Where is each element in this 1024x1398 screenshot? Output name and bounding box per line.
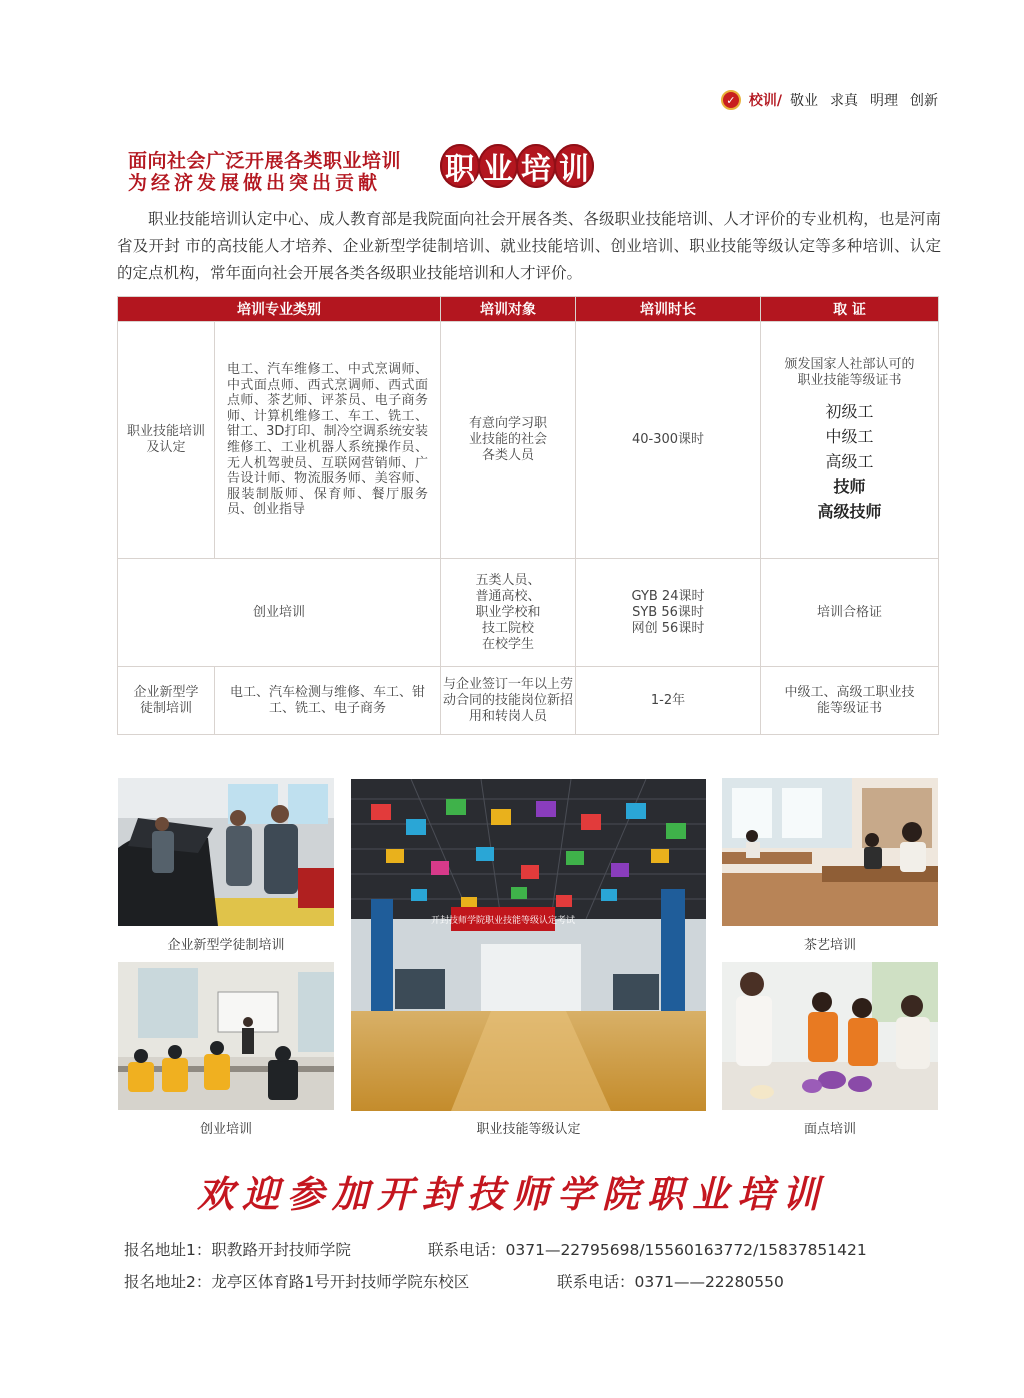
motto-label: 校训/	[748, 93, 782, 109]
row2-target	[441, 559, 576, 667]
title-char: 职	[440, 144, 480, 188]
caption-startup: 创业培训	[199, 1122, 252, 1137]
row1-cert	[761, 322, 939, 559]
caption-apprentice: 企业新型学徒制培训	[167, 938, 285, 953]
motto-word: 求真	[830, 93, 858, 109]
row2-target-line: 普通高校、	[475, 588, 541, 604]
row2-category: 创业培训	[118, 559, 441, 667]
caption-pastry: 面点培训	[803, 1122, 856, 1137]
photo-skill-assessment	[351, 779, 706, 1111]
motto-word: 明理	[870, 93, 898, 109]
banner-text: 开封技师学院职业技能等级认定考试	[430, 916, 576, 926]
row3-cert: 中级工、高级工职业技能等级证书	[761, 667, 939, 735]
photo-pastry-training	[722, 962, 938, 1110]
cert-level: 技师	[833, 476, 866, 496]
row3-duration: 1-2年	[576, 667, 761, 735]
table-header-row	[118, 297, 939, 322]
cert-level: 高级技师	[817, 501, 882, 521]
row2-duration-line: 网创 56课时	[631, 620, 705, 636]
training-table	[117, 296, 939, 735]
motto-word: 创新	[910, 93, 938, 109]
cert-level: 初级工	[825, 401, 874, 421]
row2-target-line: 五类人员、	[475, 572, 541, 588]
phone-1: 联系电话：0371—22795698/15560163772/15837851421	[428, 1241, 867, 1259]
welcome-slogan: 欢迎参加开封技师学院职业培训	[197, 1172, 827, 1216]
row1-jobs: 电工、汽车维修工、中式烹调师、中式面点师、西式烹调师、西式面点师、茶艺师、评茶员、电子商务师、计算机维修工、车工、铣工、钳工、3D打印、制冷空调系统安装维修工、工业机器人系统操作员、无人机驾驶员、互联网营销师、广告设计师、物流服务师、美容师、服装制版师、保育师、餐厅服务员、创业指导	[215, 322, 441, 559]
row1-category: 职业技能培训及认定	[118, 322, 215, 559]
photo-startup-training	[118, 962, 334, 1110]
row3-jobs: 电工、汽车检测与维修、车工、钳工、铣工、电子商务	[215, 667, 441, 735]
row2-target-line: 技工院校	[481, 620, 534, 636]
address-1: 报名地址1：职教路开封技师学院	[124, 1241, 351, 1259]
headline-line-1: 面向社会广泛开展各类职业培训	[128, 150, 402, 172]
row1-duration: 40-300课时	[576, 322, 761, 559]
page-title	[440, 144, 592, 188]
header-duration: 培训时长	[576, 297, 761, 322]
phone-2: 联系电话：0371——22280550	[557, 1273, 784, 1291]
row2-target-line: 在校学生	[481, 636, 534, 652]
headline-line-2: 为经济发展做出突出贡献	[128, 172, 382, 194]
table-row	[118, 667, 939, 735]
header-cert: 取 证	[761, 297, 939, 322]
address-2: 报名地址2：龙亭区体育路1号开封技师学院东校区	[124, 1273, 470, 1291]
title-char: 培	[516, 144, 556, 188]
row2-duration	[576, 559, 761, 667]
row1-target: 有意向学习职业技能的社会各类人员	[441, 322, 576, 559]
title-char: 业	[478, 144, 518, 188]
row3-category: 企业新型学徒制培训	[118, 667, 215, 735]
school-motto	[721, 90, 938, 110]
header-category: 培训专业类别	[118, 297, 441, 322]
table-row	[118, 322, 939, 559]
intro-paragraph: 职业技能培训认定中心、成人教育部是我院面向社会开展各类、各级职业技能培训、人才评价的专业机构，也是河南省及开封 市的高技能人才培养、企业新型学徒制培训、就业技能培训、创业培训、职业技能等级认定等多种培训、认定的定点机构，常年面向社会开展各类各级职业技能培训和人才评价。	[117, 210, 941, 282]
photo-tea-training	[722, 778, 938, 926]
row2-duration-line: SYB 56课时	[632, 604, 704, 620]
cert-level: 中级工	[825, 426, 874, 446]
caption-assessment: 职业技能等级认定	[476, 1122, 581, 1137]
motto-word: 敬业	[790, 93, 818, 109]
cert-levels	[767, 399, 932, 524]
cert-level: 高级工	[825, 451, 874, 471]
row1-cert-note: 颁发国家人社部认可的职业技能等级证书	[784, 356, 915, 388]
header-target: 培训对象	[441, 297, 576, 322]
photo-apprentice-training	[118, 778, 334, 926]
caption-tea: 茶艺培训	[803, 938, 856, 953]
title-char: 训	[554, 144, 594, 188]
row2-target-line: 职业学校和	[475, 604, 541, 620]
row2-duration-line: GYB 24课时	[631, 588, 705, 604]
row2-cert: 培训合格证	[761, 559, 939, 667]
school-logo-icon: ✓	[721, 90, 741, 110]
row3-target: 与企业签订一年以上劳动合同的技能岗位新招用和转岗人员	[441, 667, 576, 735]
table-row	[118, 559, 939, 667]
